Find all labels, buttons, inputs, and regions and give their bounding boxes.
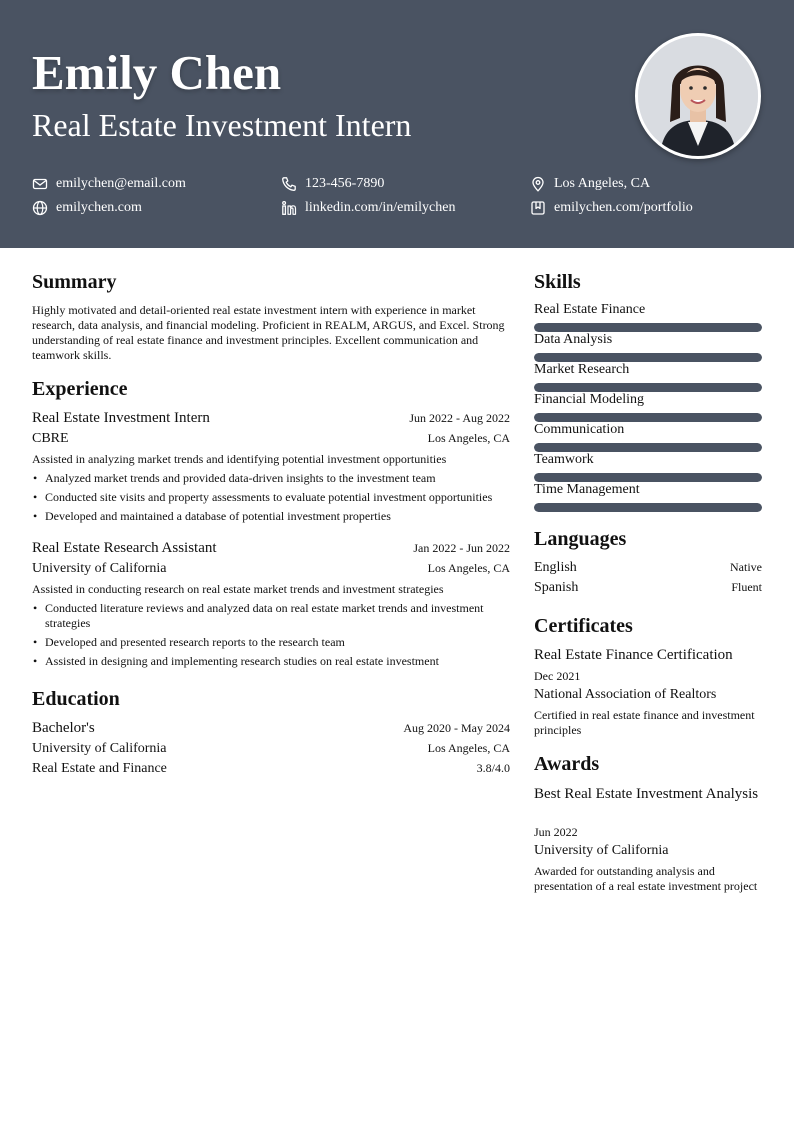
experience-header-row [32,410,510,427]
certificate-description: Certified in real estate finance and investment principles [534,708,755,737]
contact-phone-text: 123-456-7890 [305,176,385,191]
award-issuer: University of California [534,843,669,858]
list-item: • Conducted literature reviews and analyzed data on real estate market trends and investment strategies [32,601,510,631]
contact-portfolio[interactable] [530,200,693,216]
skill-level-bar [534,353,762,362]
skill-label: Communication [534,422,625,437]
summary-text: Highly motivated and detail-oriented real estate investment intern with experience in market research, data analysis, and financial modeling. Proficient in REALM, ARGUS, and Excel. Strong understanding of real estate finance and investment principles. Excellent communication and teamwork skills. [32,303,505,362]
school-name: University of California [32,741,167,756]
job-dates: Jun 2022 - Aug 2022 [409,411,510,425]
award-date: Jun 2022 [534,825,578,839]
globe-icon [32,200,48,216]
list-item: • Analyzed market trends and provided data-driven insights to the investment team [32,471,510,486]
contact-location [530,176,650,192]
skill-level-bar [534,323,762,332]
job-description: Assisted in conducting research on real estate market trends and investment strategies [32,582,444,596]
skill-label: Market Research [534,362,630,377]
education-field-row [32,761,510,777]
resume-header [0,0,794,248]
awards-heading: Awards [534,753,600,775]
skill-label: Financial Modeling [534,392,645,407]
list-item: • Developed and maintained a database of potential investment properties [32,509,510,524]
skill-level-fill [534,473,762,482]
gpa: 3.8/4.0 [476,761,510,775]
location-pin-icon [530,176,546,192]
job-bullets [32,601,510,673]
skill-label: Data Analysis [534,332,613,347]
phone-icon [281,176,297,192]
job-location: Los Angeles, CA [427,561,510,575]
experience-company-row [32,431,510,447]
language-level: Native [730,560,762,574]
skill-level-fill [534,503,762,512]
skill-label: Time Management [534,482,640,497]
award-name: Best Real Estate Investment Analysis [534,786,759,802]
list-item: • Developed and presented research reports to the research team [32,635,510,650]
contact-website-text: emilychen.com [56,200,142,215]
skill-level-fill [534,443,762,452]
contact-website[interactable] [32,200,142,216]
field-of-study: Real Estate and Finance [32,761,167,776]
experience-heading: Experience [32,378,128,400]
skill-level-fill [534,353,762,362]
language-name: Spanish [534,580,579,595]
skill-level-bar [534,473,762,482]
certificate-name: Real Estate Finance Certification [534,647,733,663]
certificate-issuer: National Association of Realtors [534,687,717,702]
skill-level-fill [534,323,762,332]
skill-level-bar [534,383,762,392]
contact-linkedin-text: linkedin.com/in/emilychen [305,200,456,215]
education-location: Los Angeles, CA [427,741,510,755]
skills-heading: Skills [534,271,581,293]
skill-level-fill [534,383,762,392]
education-heading: Education [32,688,120,710]
degree: Bachelor's [32,720,95,736]
skill-level-bar [534,413,762,422]
skill-label: Real Estate Finance [534,302,646,317]
experience-company-row [32,561,510,577]
avatar [635,33,761,159]
contact-portfolio-text: emilychen.com/portfolio [554,200,693,215]
company-name: University of California [32,561,167,576]
skill-level-bar [534,503,762,512]
contact-phone[interactable] [281,176,384,192]
linkedin-icon [281,200,297,216]
certificates-heading: Certificates [534,615,633,637]
portfolio-icon [530,200,546,216]
education-dates: Aug 2020 - May 2024 [403,721,510,735]
company-name: CBRE [32,431,69,446]
summary-heading: Summary [32,271,117,293]
profile-photo [638,36,758,156]
language-row [534,580,762,596]
contact-email-text: emilychen@email.com [56,176,186,191]
skill-level-fill [534,413,762,422]
education-school-row [32,741,510,757]
language-level: Fluent [731,580,762,594]
job-bullets [32,471,510,528]
skill-level-bar [534,443,762,452]
job-location: Los Angeles, CA [427,431,510,445]
contact-email[interactable] [32,176,186,192]
language-row [534,560,762,576]
list-item: • Assisted in designing and implementing research studies on real estate investment [32,654,510,669]
job-description: Assisted in analyzing market trends and identifying potential investment opportunities [32,452,447,466]
award-description: Awarded for outstanding analysis and presentation of a real estate investment project [534,864,758,893]
job-dates: Jan 2022 - Jun 2022 [413,541,510,555]
education-degree-row [32,720,510,737]
mail-icon [32,176,48,192]
list-item: • Conducted site visits and property assessments to evaluate potential investment opportunities [32,490,510,505]
candidate-name: Emily Chen [32,45,282,100]
experience-header-row [32,540,510,557]
language-name: English [534,560,577,575]
job-title: Real Estate Research Assistant [32,540,217,556]
contact-location-text: Los Angeles, CA [554,176,651,191]
languages-heading: Languages [534,528,627,550]
certificate-date: Dec 2021 [534,669,581,683]
job-title: Real Estate Investment Intern [32,410,210,426]
candidate-title: Real Estate Investment Intern [32,107,412,143]
contact-linkedin[interactable] [281,200,455,216]
skill-label: Teamwork [534,452,594,467]
